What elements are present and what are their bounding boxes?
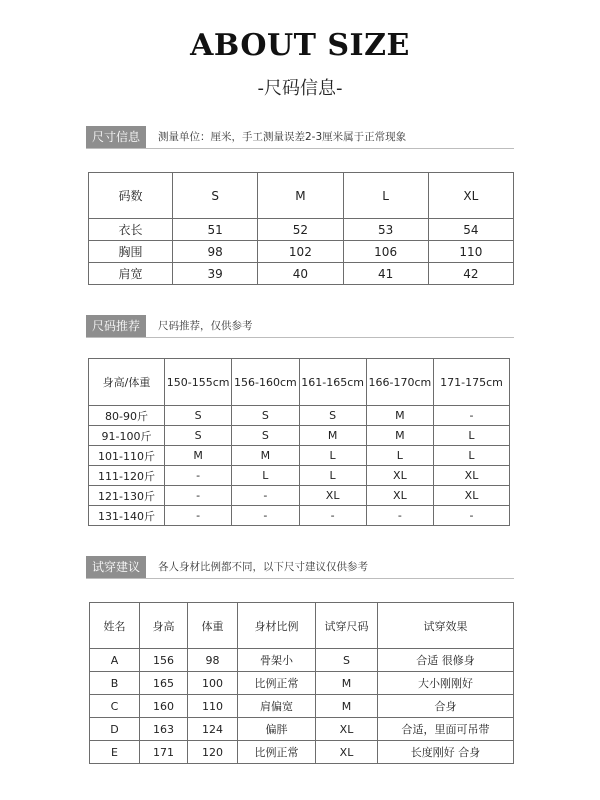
table-cell: 51 bbox=[173, 219, 258, 241]
table-row bbox=[90, 718, 514, 741]
try-on-table bbox=[89, 602, 514, 764]
table-cell: 100 bbox=[188, 672, 238, 695]
table-cell: 53 bbox=[343, 219, 428, 241]
table-cell: L bbox=[232, 466, 299, 486]
table-row bbox=[90, 649, 514, 672]
row-label: C bbox=[90, 695, 140, 718]
column-header: 试穿效果 bbox=[378, 603, 514, 649]
table-cell: 98 bbox=[188, 649, 238, 672]
table-cell: 163 bbox=[140, 718, 188, 741]
table-cell: 160 bbox=[140, 695, 188, 718]
table-cell: M bbox=[316, 672, 378, 695]
table-cell: 40 bbox=[258, 263, 343, 285]
table-cell: 39 bbox=[173, 263, 258, 285]
row-label: 91-100斤 bbox=[89, 426, 165, 446]
table-row bbox=[90, 741, 514, 764]
table-cell: M bbox=[165, 446, 232, 466]
table-cell: 165 bbox=[140, 672, 188, 695]
table-cell: 106 bbox=[343, 241, 428, 263]
column-header: 150-155cm bbox=[165, 359, 232, 406]
row-label: D bbox=[90, 718, 140, 741]
table-cell: S bbox=[232, 426, 299, 446]
column-header: 身高/体重 bbox=[89, 359, 165, 406]
row-label: B bbox=[90, 672, 140, 695]
table-cell: - bbox=[299, 506, 366, 526]
table-cell: - bbox=[165, 506, 232, 526]
table-cell: - bbox=[232, 486, 299, 506]
try-on-tag: 试穿建议 bbox=[86, 556, 146, 578]
column-header: 身高 bbox=[140, 603, 188, 649]
table-cell: L bbox=[366, 446, 433, 466]
table-cell: 合适，里面可吊带 bbox=[378, 718, 514, 741]
size-info-header bbox=[86, 126, 514, 149]
table-cell: XL bbox=[366, 486, 433, 506]
table-row bbox=[89, 263, 514, 285]
row-label: 衣长 bbox=[89, 219, 173, 241]
table-row bbox=[89, 406, 510, 426]
table-cell: S bbox=[165, 426, 232, 446]
table-cell: - bbox=[434, 406, 510, 426]
table-cell: 骨架小 bbox=[238, 649, 316, 672]
table-row bbox=[90, 672, 514, 695]
table-cell: 54 bbox=[428, 219, 513, 241]
table-cell: - bbox=[366, 506, 433, 526]
size-recommend-tag: 尺码推荐 bbox=[86, 315, 146, 337]
size-info-note: 测量单位：厘米，手工测量误差2-3厘米属于正常现象 bbox=[158, 131, 407, 143]
table-cell: XL bbox=[434, 466, 510, 486]
table-cell: M bbox=[232, 446, 299, 466]
table-cell: 41 bbox=[343, 263, 428, 285]
table-cell: 98 bbox=[173, 241, 258, 263]
table-cell: L bbox=[434, 426, 510, 446]
column-header: 171-175cm bbox=[434, 359, 510, 406]
table-cell: 171 bbox=[140, 741, 188, 764]
row-label: 101-110斤 bbox=[89, 446, 165, 466]
table-cell: - bbox=[165, 466, 232, 486]
column-header: S bbox=[173, 173, 258, 219]
table-cell: XL bbox=[434, 486, 510, 506]
row-label: 121-130斤 bbox=[89, 486, 165, 506]
table-cell: 52 bbox=[258, 219, 343, 241]
table-cell: - bbox=[434, 506, 510, 526]
table-row bbox=[89, 466, 510, 486]
table-row bbox=[90, 695, 514, 718]
column-header: L bbox=[343, 173, 428, 219]
table-header-row bbox=[89, 359, 510, 406]
table-cell: 大小刚刚好 bbox=[378, 672, 514, 695]
table-cell: 110 bbox=[428, 241, 513, 263]
column-header: 身材比例 bbox=[238, 603, 316, 649]
row-label: E bbox=[90, 741, 140, 764]
table-cell: 合适 很修身 bbox=[378, 649, 514, 672]
table-row bbox=[89, 486, 510, 506]
table-cell: S bbox=[232, 406, 299, 426]
column-header: 码数 bbox=[89, 173, 173, 219]
table-cell: - bbox=[165, 486, 232, 506]
row-label: 131-140斤 bbox=[89, 506, 165, 526]
table-cell: M bbox=[316, 695, 378, 718]
column-header: 161-165cm bbox=[299, 359, 366, 406]
table-cell: XL bbox=[316, 718, 378, 741]
table-cell: L bbox=[299, 466, 366, 486]
size-info-tag: 尺寸信息 bbox=[86, 126, 146, 148]
row-label: 111-120斤 bbox=[89, 466, 165, 486]
try-on-note: 各人身材比例都不同，以下尺寸建议仅供参考 bbox=[158, 561, 368, 573]
row-label: 肩宽 bbox=[89, 263, 173, 285]
size-recommend-note: 尺码推荐，仅供参考 bbox=[158, 320, 253, 332]
table-cell: 肩偏宽 bbox=[238, 695, 316, 718]
table-cell: 合身 bbox=[378, 695, 514, 718]
table-cell: M bbox=[366, 426, 433, 446]
table-cell: 110 bbox=[188, 695, 238, 718]
column-header: M bbox=[258, 173, 343, 219]
table-cell: XL bbox=[316, 741, 378, 764]
column-header: 试穿尺码 bbox=[316, 603, 378, 649]
table-cell: M bbox=[299, 426, 366, 446]
column-header: 姓名 bbox=[90, 603, 140, 649]
table-cell: L bbox=[434, 446, 510, 466]
table-cell: XL bbox=[299, 486, 366, 506]
table-cell: L bbox=[299, 446, 366, 466]
page-subtitle: -尺码信息- bbox=[257, 78, 343, 99]
size-info-table bbox=[88, 172, 514, 285]
table-row bbox=[89, 219, 514, 241]
table-header-row bbox=[89, 173, 514, 219]
table-cell: 102 bbox=[258, 241, 343, 263]
table-row bbox=[89, 241, 514, 263]
table-header-row bbox=[90, 603, 514, 649]
table-row bbox=[89, 426, 510, 446]
row-label: 胸围 bbox=[89, 241, 173, 263]
column-header: 体重 bbox=[188, 603, 238, 649]
table-cell: S bbox=[165, 406, 232, 426]
column-header: XL bbox=[428, 173, 513, 219]
table-cell: S bbox=[299, 406, 366, 426]
table-cell: 120 bbox=[188, 741, 238, 764]
table-cell: S bbox=[316, 649, 378, 672]
table-cell: XL bbox=[366, 466, 433, 486]
try-on-header bbox=[86, 556, 514, 579]
table-row bbox=[89, 506, 510, 526]
table-cell: M bbox=[366, 406, 433, 426]
page-title: ABOUT SIZE bbox=[190, 28, 410, 63]
column-header: 166-170cm bbox=[366, 359, 433, 406]
table-cell: 比例正常 bbox=[238, 741, 316, 764]
table-cell: 124 bbox=[188, 718, 238, 741]
table-cell: 比例正常 bbox=[238, 672, 316, 695]
table-cell: - bbox=[232, 506, 299, 526]
table-cell: 偏胖 bbox=[238, 718, 316, 741]
size-recommend-table bbox=[88, 358, 510, 526]
table-cell: 42 bbox=[428, 263, 513, 285]
row-label: 80-90斤 bbox=[89, 406, 165, 426]
table-row bbox=[89, 446, 510, 466]
row-label: A bbox=[90, 649, 140, 672]
column-header: 156-160cm bbox=[232, 359, 299, 406]
size-recommend-header bbox=[86, 315, 514, 338]
table-cell: 长度刚好 合身 bbox=[378, 741, 514, 764]
table-cell: 156 bbox=[140, 649, 188, 672]
